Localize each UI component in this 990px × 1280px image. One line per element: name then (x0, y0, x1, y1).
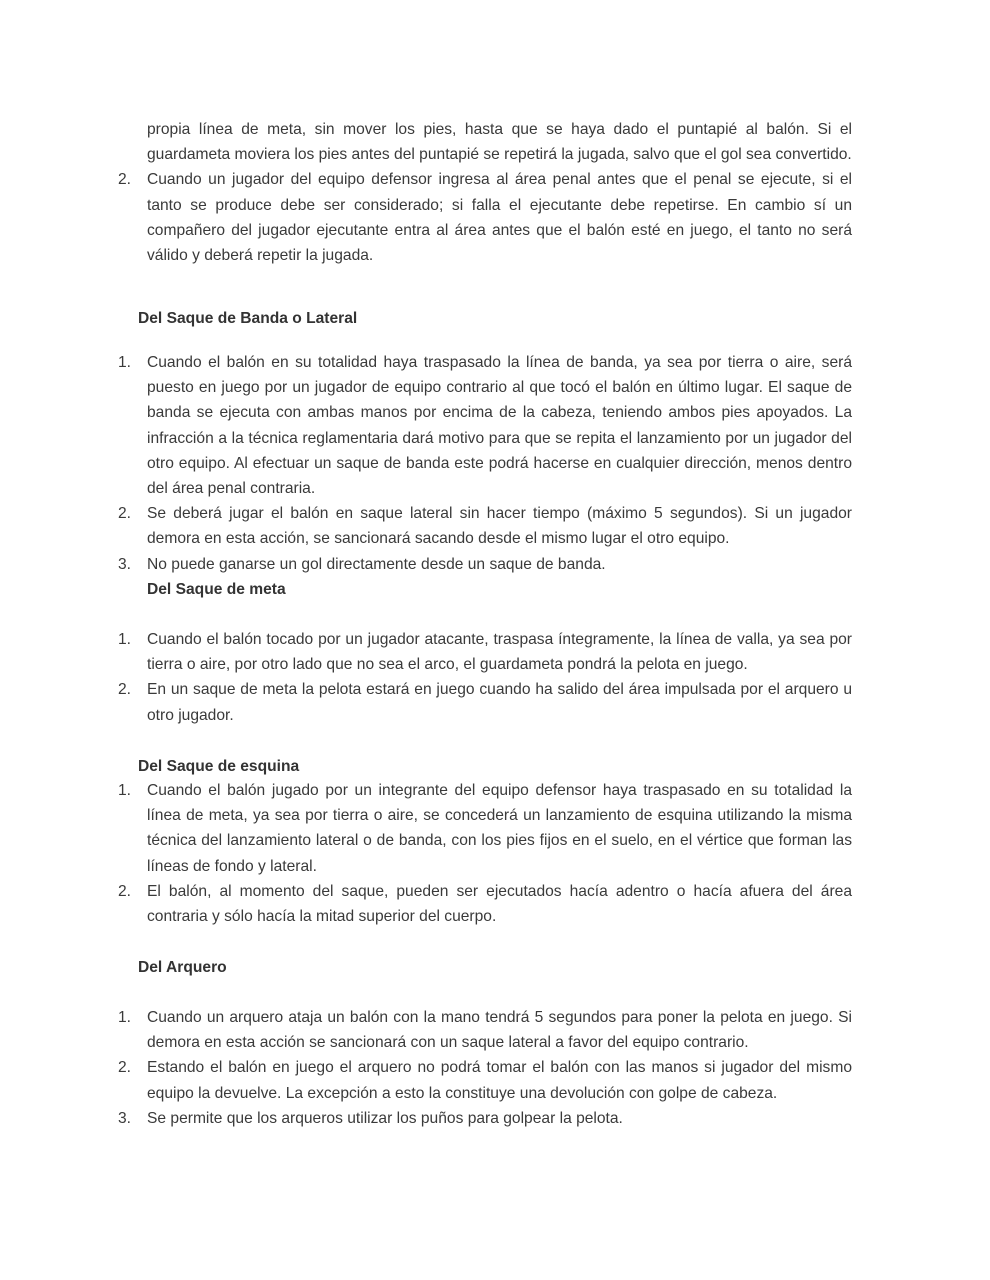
list-item-text: Cuando un arquero ataja un balón con la mano tendrá 5 segundos para poner la pelota en juego. Si demora en esta acción se sancionará con un saque lateral a favor del equipo contrario. (147, 1009, 852, 1052)
section-heading: Del Arquero (138, 959, 227, 976)
list-item (118, 1055, 852, 1105)
list-number: 3. (118, 555, 132, 573)
list-item-text: Cuando el balón tocado por un jugador atacante, traspasa íntegramente, la línea de valla, ya sea por tierra o aire, por otro lado que no sea el arco, el guardameta pondrá la pelota en juego. (147, 631, 852, 674)
list-item (118, 350, 852, 501)
list-number: 2. (118, 505, 132, 523)
section-heading: Del Saque de esquina (138, 758, 300, 775)
list-item-text: Cuando el balón en su totalidad haya traspasado la línea de banda, ya sea por tierra o aire, será puesto en juego por un jugador de equipo contrario al que tocó el balón en último lugar. El saque de banda se ejecuta con ambas manos por encima de la cabeza, teniendo ambos pies apoyados. La infracción a la técnica reglamentaria dará motivo para que se repita el lanzamiento por un jugador del otro equipo. Al efectuar un saque de banda este podrá hacerse en cualquier dirección, menos dentro del área penal contraria. (147, 354, 852, 498)
list-item-text: Estando el balón en juego el arquero no podrá tomar el balón con las manos si jugador del mismo equipo la devuelve. La excepción a esto la constituye una devolución con golpe de cabeza. (147, 1059, 852, 1102)
list-item (118, 167, 852, 268)
list-item-text: Cuando un jugador del equipo defensor ingresa al área penal antes que el penal se ejecute, si el tanto se produce debe ser considerado; si falla el ejecutante debe repetirse. En cambio sí un compañero del jugador ejecutante entra al área antes que el balón esté en juego, el tanto no será válido y deberá repetir la jugada. (147, 171, 852, 265)
list-number: 1. (118, 1009, 132, 1026)
section-list (118, 627, 852, 728)
list-item (118, 1106, 852, 1131)
section-heading: Del Saque de meta (147, 581, 286, 598)
list-item (118, 778, 852, 879)
list-item (118, 627, 852, 677)
section-heading: Del Saque de Banda o Lateral (138, 310, 358, 327)
list-item-text: propia línea de meta, sin mover los pies, hasta que se haya dado el puntapié al balón. Si el guardameta moviera los pies antes del puntapié se repetirá la jugada, salvo que el gol sea convertido. (147, 121, 852, 164)
list-item (118, 879, 852, 929)
list-number: 2. (118, 1059, 132, 1077)
list-item (118, 552, 852, 577)
list-number: 2. (118, 681, 132, 699)
section-list (118, 350, 852, 577)
list-number: 3. (118, 1109, 132, 1127)
section-list (118, 778, 852, 929)
list-item-text: El balón, al momento del saque, pueden ser ejecutados hacía adentro o hacía afuera del área contraria y sólo hacía la mitad superior del cuerpo. (147, 882, 852, 926)
list-item-text: Se deberá jugar el balón en saque lateral sin hacer tiempo (máximo 5 segundos). Si un jugador demora en esta acción, se sancionará sacando desde el mismo lugar el otro equipo. (147, 505, 852, 548)
list-item (118, 1005, 852, 1055)
list-item-text: En un saque de meta la pelota estará en juego cuando ha salido del área impulsada por el arquero u otro jugador. (147, 681, 852, 724)
penal-rules-list (118, 117, 852, 268)
list-number: 2. (118, 882, 132, 900)
list-item-text: Se permite que los arqueros utilizar los puños para golpear la pelota. (147, 1109, 623, 1127)
list-number: 1. (118, 631, 132, 648)
list-item-continuation (147, 117, 852, 167)
list-item-text: No puede ganarse un gol directamente desde un saque de banda. (147, 555, 606, 573)
list-number: 1. (118, 782, 132, 799)
list-item (118, 677, 852, 727)
list-item (118, 501, 852, 551)
list-number: 1. (118, 354, 132, 371)
section-list (118, 1005, 852, 1131)
list-item-text: Cuando el balón jugado por un integrante del equipo defensor haya traspasado en su totalidad la línea de meta, ya sea por tierra o aire, se concederá un lanzamiento de esquina utilizando la misma técnica del lanzamiento lateral o de banda, con los pies fijos en el suelo, en el vértice que forman las líneas de fondo y lateral. (147, 782, 852, 875)
list-number: 2. (118, 171, 132, 189)
